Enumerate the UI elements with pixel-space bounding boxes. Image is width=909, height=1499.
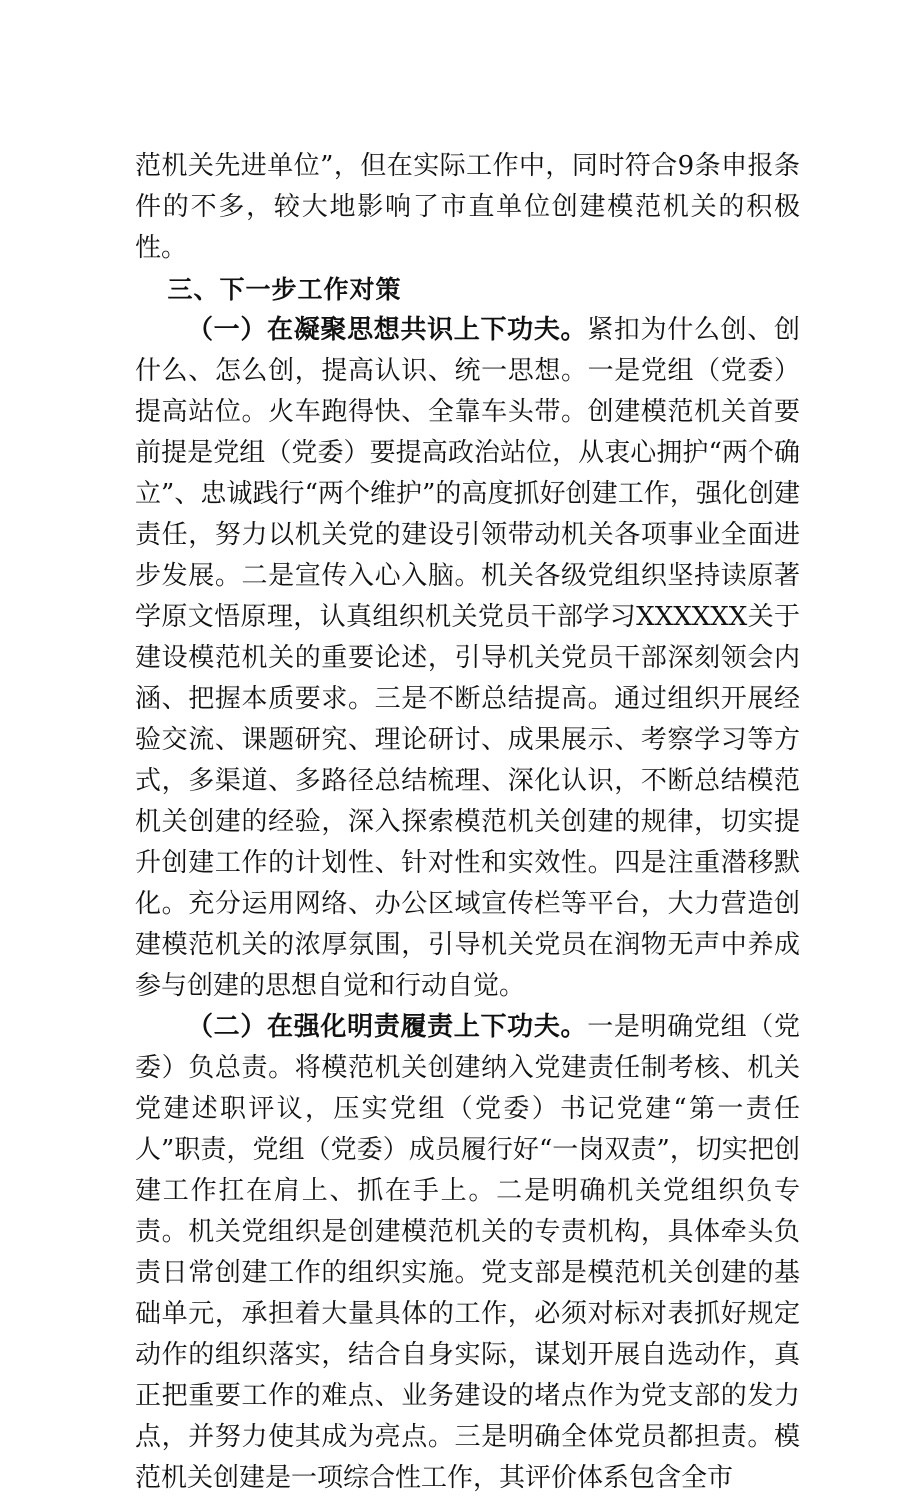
section-2-lead: （二）在强化明责履责上下功夫。	[187, 1012, 588, 1042]
section-1-paragraph	[135, 310, 800, 1007]
continuation-paragraph: 范机关先进单位”，但在实际工作中，同时符合9条申报条件的不多，较大地影响了市直单位创建模范机关的积极性。	[135, 151, 800, 263]
section-2-paragraph	[135, 1007, 800, 1499]
section-1-body: 紧扣为什么创、创什么、怎么创，提高认识、统一思想。一是党组（党委）提高站位。火车跑得快、全靠车头带。创建模范机关首要前提是党组（党委）要提高政治站位，从衷心拥护“两个确立”、忠诚践行“两个维护”的高度抓好创建工作，强化创建责任，努力以机关党的建设引领带动机关各项事业全面进步发展。二是宣传入心入脑。机关各级党组织坚持读原著学原文悟原理，认真组织机关党员干部学习XXXXXX关于建设模范机关的重要论述，引导机关党员干部深刻领会内涵、把握本质要求。三是不断总结提高。通过组织开展经验交流、课题研究、理论研讨、成果展示、考察学习等方式，多渠道、多路径总结梳理、深化认识，不断总结模范机关创建的经验，深入探索模范机关创建的规律，切实提升创建工作的计划性、针对性和实效性。四是注重潜移默化。充分运用网络、办公区域宣传栏等平台，大力营造创建模范机关的浓厚氛围，引导机关党员在润物无声中养成参与创建的思想自觉和行动自觉。	[135, 315, 800, 1001]
document-body	[135, 146, 800, 1499]
section-1-lead: （一）在凝聚思想共识上下功夫。	[187, 315, 588, 345]
section-heading: 三、下一步工作对策	[167, 275, 402, 304]
section-2-body: 一是明确党组（党委）负总责。将模范机关创建纳入党建责任制考核、机关党建述职评议，压实党组（党委）书记党建“第一责任人”职责，党组（党委）成员履行好“一岗双责”，切实把创建工作扛在肩上、抓在手上。二是明确机关党组织负专责。机关党组织是创建模范机关的专责机构，具体牵头负责日常创建工作的组织实施。党支部是模范机关创建的基础单元，承担着大量具体的工作，必须对标对表抓好规定动作的组织落实，结合自身实际，谋划开展自选动作，真正把重要工作的难点、业务建设的堵点作为党支部的发力点，并努力使其成为亮点。三是明确全体党员都担责。模范机关创建是一项综合性工作，其评价体系包含全市	[135, 1012, 800, 1493]
